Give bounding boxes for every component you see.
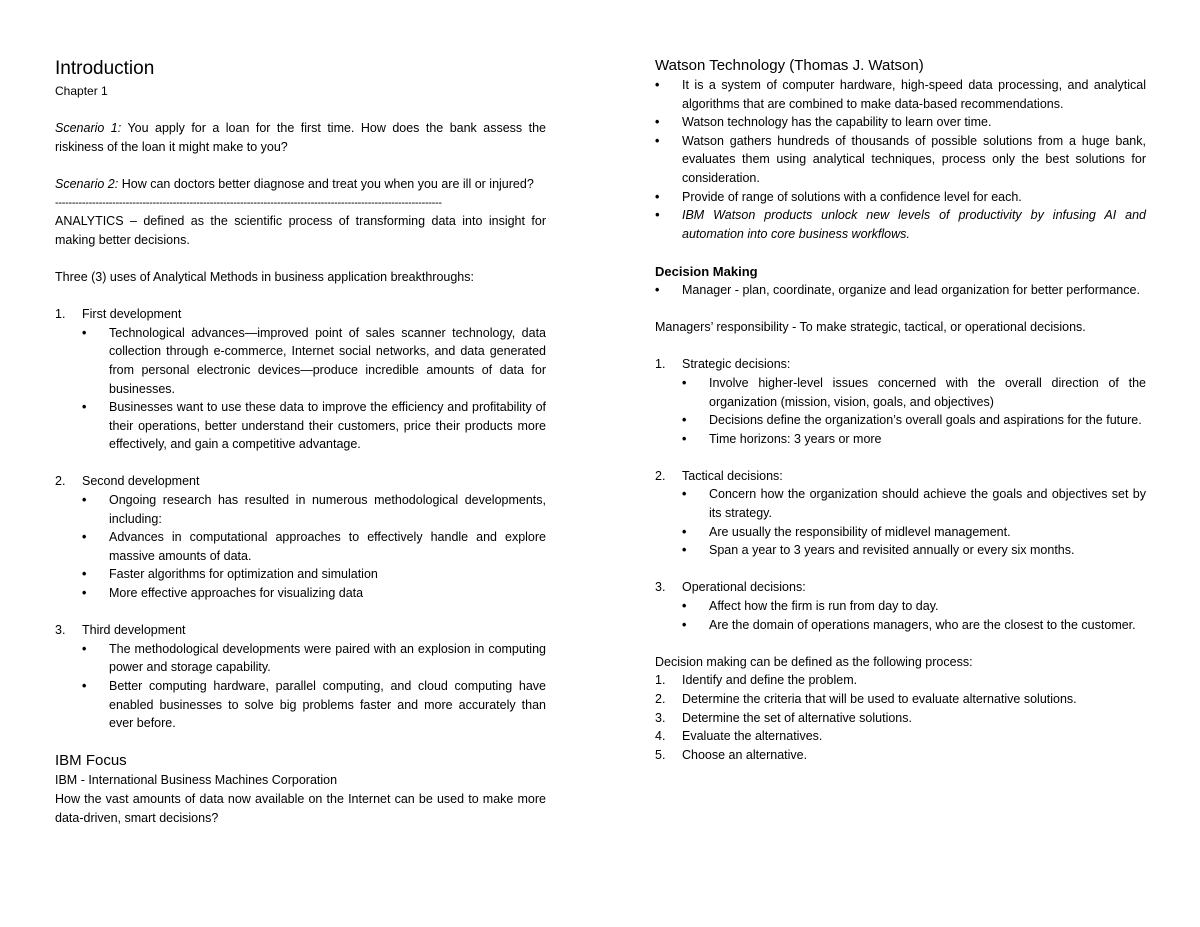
list-item: • Involve higher-level issues concerned with the overall direction of the organization (mission, vision, goals, and objectives): [682, 374, 1146, 411]
development-title: Third development: [82, 623, 186, 638]
list-item: • Time horizons: 3 years or more: [682, 430, 1146, 449]
development-item: [55, 621, 546, 733]
scenario-1-text: You apply for a loan for the first time. How does the bank assess the riskiness of the loan it might make to you?: [55, 121, 546, 154]
development-title: First development: [82, 307, 182, 322]
bullet-list: [682, 374, 1146, 448]
right-column: [655, 56, 1146, 764]
process-step-text: Choose an alternative.: [682, 747, 808, 762]
process-step-text: Identify and define the problem.: [682, 673, 858, 688]
list-item: • Are the domain of operations managers, who are the closest to the customer.: [682, 616, 1146, 635]
analytics-definition: ANALYTICS – defined as the scientific process of transforming data into insight for making better decisions.: [55, 214, 546, 247]
decision-item: [655, 355, 1146, 467]
watson-list: [655, 76, 1146, 243]
scenario-2: [55, 175, 546, 194]
item-number: 2.: [55, 474, 66, 489]
bullet-list: [82, 640, 546, 733]
decision-making-heading: Decision Making: [655, 263, 758, 279]
item-number: 1.: [655, 673, 666, 688]
ibm-question: How the vast amounts of data now available on the Internet can be used to make more data-driven, smart decisions?: [55, 791, 546, 825]
development-item: [55, 472, 546, 621]
list-item: • The methodological developments were paired with an explosion in computing power and storage capability.: [82, 640, 546, 677]
bullet-list: [82, 324, 546, 454]
item-number: 4.: [655, 729, 666, 744]
item-number: 3.: [55, 623, 66, 638]
item-number: 1.: [55, 307, 66, 322]
item-number: 3.: [655, 710, 666, 725]
decision-making-list: [655, 281, 1146, 300]
scenario-1-label: Scenario 1:: [55, 121, 122, 136]
list-item: • Advances in computational approaches to effectively handle and explore massive amounts of data.: [82, 528, 546, 565]
list-item: • Businesses want to use these data to improve the efficiency and profitability of their operations, better understand their customers, price their products more effectively, and gain a competitive advantage.: [82, 398, 546, 454]
development-title: Second development: [82, 474, 200, 489]
item-number: 3.: [655, 580, 666, 595]
process-list: [655, 671, 1146, 764]
list-item: • Span a year to 3 years and revisited annually or every six months.: [682, 541, 1146, 560]
list-item: • Faster algorithms for optimization and simulation: [82, 565, 546, 584]
chapter-label: Chapter 1: [55, 84, 108, 98]
list-item: • Concern how the organization should achieve the goals and objectives set by its strategy.: [682, 485, 1146, 522]
list-item: • It is a system of computer hardware, high-speed data processing, and analytical algorithms that are combined to make data-based recommendations.: [655, 76, 1146, 113]
bullet-list: [82, 491, 546, 603]
item-number: 2.: [655, 692, 666, 706]
process-step: [655, 746, 1146, 765]
decision-item: [655, 467, 1146, 579]
ibm-heading: IBM Focus: [55, 752, 127, 770]
decision-title: Tactical decisions:: [682, 468, 783, 483]
item-number: 1.: [655, 357, 666, 372]
item-number: 5.: [655, 747, 666, 762]
page-title: Introduction: [55, 58, 155, 79]
development-item: [55, 305, 546, 472]
decision-title: Operational decisions:: [682, 580, 806, 595]
process-step: [655, 709, 1146, 728]
decision-title: Strategic decisions:: [682, 357, 791, 372]
process-step-text: Determine the set of alternative solutions.: [682, 710, 912, 725]
list-item: • Ongoing research has resulted in numerous methodological developments, including:: [82, 491, 546, 528]
left-column: [55, 56, 546, 827]
uses-heading: Three (3) uses of Analytical Methods in business application breakthroughs:: [55, 269, 474, 284]
item-number: 2.: [655, 468, 666, 483]
scenario-1: [55, 119, 546, 156]
scenario-2-label: Scenario 2:: [55, 176, 119, 191]
developments-list: [55, 305, 546, 733]
list-item: • IBM Watson products unlock new levels of productivity by infusing AI and automation into core business workflows.: [655, 206, 1146, 243]
process-step: [655, 690, 1146, 709]
process-step: [655, 727, 1146, 746]
list-item: • Watson gathers hundreds of thousands of possible solutions from a huge bank, evaluates them using analytical techniques, process only the best solutions for consideration.: [655, 132, 1146, 188]
list-item: • Affect how the firm is run from day to day.: [682, 597, 1146, 616]
process-heading: Decision making can be defined as the following process:: [655, 654, 973, 669]
managers-responsibility: Managers’ responsibility - To make strategic, tactical, or operational decisions.: [655, 320, 1086, 335]
list-item: • Manager - plan, coordinate, organize and lead organization for better performance.: [655, 281, 1146, 300]
list-item: • Better computing hardware, parallel computing, and cloud computing have enabled businesses to solve big problems faster and more accurately than ever before.: [82, 677, 546, 733]
process-step-text: Determine the criteria that will be used to evaluate alternative solutions.: [682, 692, 1077, 706]
ibm-name: IBM - International Business Machines Corporation: [55, 773, 338, 788]
list-item: • Are usually the responsibility of midlevel management.: [682, 523, 1146, 542]
bullet-list: [682, 485, 1146, 559]
list-item: • More effective approaches for visualizing data: [82, 584, 546, 603]
process-step: [655, 671, 1146, 690]
watson-heading: Watson Technology (Thomas J. Watson): [655, 57, 924, 74]
decisions-list: [655, 355, 1146, 634]
list-item: • Technological advances—improved point of sales scanner technology, data collection through e-commerce, Internet social networks, and data generated from personal electronic devices—produce incredible amounts of data for businesses.: [82, 324, 546, 398]
process-step-text: Evaluate the alternatives.: [682, 729, 823, 744]
list-item: • Provide of range of solutions with a confidence level for each.: [655, 188, 1146, 207]
list-item: • Watson technology has the capability to learn over time.: [655, 113, 1146, 132]
list-item: • Decisions define the organization’s overall goals and aspirations for the future.: [682, 411, 1146, 430]
bullet-list: [682, 597, 1146, 634]
divider: -------------------------------------------------------------------------------------------------------------------: [55, 196, 442, 209]
decision-item: [655, 578, 1146, 634]
scenario-2-text: How can doctors better diagnose and treat you when you are ill or injured?: [121, 176, 534, 191]
